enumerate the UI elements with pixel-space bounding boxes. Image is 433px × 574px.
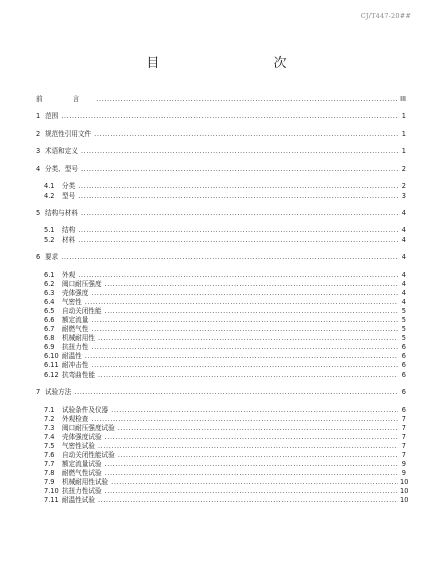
toc-leader-dots bbox=[78, 226, 398, 235]
toc-leader-dots bbox=[85, 298, 398, 307]
toc-leader-dots bbox=[91, 361, 398, 370]
toc-leader-dots bbox=[81, 209, 398, 218]
toc-entry-title: 术语和定义 bbox=[45, 147, 78, 156]
toc-entry-page: 9 bbox=[401, 469, 406, 478]
toc-leader-dots bbox=[78, 236, 398, 245]
toc-entry-title: 分类 bbox=[62, 182, 76, 191]
toc-entry-number: 6 bbox=[36, 253, 41, 262]
toc-entry-title: 分类、型号 bbox=[45, 164, 78, 173]
toc-entry-title: 材料 bbox=[62, 235, 76, 244]
toc-entry-page: 4 bbox=[401, 279, 406, 288]
toc-entry[interactable] bbox=[36, 496, 409, 505]
toc-entry-number: 6.7 bbox=[44, 325, 55, 334]
toc-leader-dots bbox=[85, 352, 398, 361]
toc-entry-page: 1 bbox=[401, 147, 406, 156]
toc-leader-dots bbox=[105, 460, 398, 469]
toc-entry[interactable] bbox=[36, 406, 406, 415]
toc-entry-title: 额定流量 bbox=[62, 316, 89, 325]
toc-entry[interactable] bbox=[36, 130, 406, 139]
toc-entry-number: 6.11 bbox=[44, 361, 59, 370]
toc-entry-page: 6 bbox=[401, 352, 406, 361]
toc-entry[interactable] bbox=[36, 442, 406, 451]
toc-entry-number: 2 bbox=[36, 129, 41, 138]
toc-entry[interactable] bbox=[36, 280, 406, 289]
toc-entry-page: 2 bbox=[401, 164, 406, 173]
toc-entry-page: 6 bbox=[401, 405, 406, 414]
toc-entry-number: 7.4 bbox=[44, 432, 55, 441]
toc-entry[interactable] bbox=[36, 289, 406, 298]
toc-entry-title: 阀口耐压强度 bbox=[62, 279, 102, 288]
toc-entry[interactable] bbox=[36, 271, 406, 280]
toc-entry-title: 气密性试验 bbox=[62, 441, 95, 450]
toc-entry-page: 4 bbox=[401, 209, 406, 217]
toc-entry-page: 4 bbox=[401, 270, 406, 279]
toc-entry-number: 6.1 bbox=[44, 270, 55, 279]
toc-entry-title: 耐燃气性试验 bbox=[62, 469, 102, 478]
toc-entry-title: 型号 bbox=[62, 191, 76, 200]
toc-entry-number: 5.2 bbox=[44, 235, 55, 244]
toc-entry-number: 6.9 bbox=[44, 343, 55, 352]
toc-entry-title: 前 言 bbox=[36, 95, 94, 103]
toc-entry[interactable] bbox=[36, 371, 406, 380]
toc-entry-page: 5 bbox=[401, 334, 406, 343]
toc-entry[interactable] bbox=[36, 209, 406, 218]
toc-entry-number: 6.10 bbox=[44, 352, 59, 361]
toc-leader-dots bbox=[78, 192, 398, 201]
toc-leader-dots bbox=[61, 112, 398, 121]
toc-entry-title: 壳体强度 bbox=[62, 288, 89, 297]
toc-entry-number: 7 bbox=[36, 388, 41, 397]
toc-entry-title: 阀口耐压强度试验 bbox=[62, 423, 115, 432]
toc-entry-page: 7 bbox=[401, 414, 406, 423]
toc-entry-number: 5 bbox=[36, 209, 41, 217]
toc-entry[interactable] bbox=[36, 112, 406, 121]
toc-entry-title: 抗扭力性 bbox=[62, 343, 89, 352]
toc-leader-dots bbox=[98, 334, 398, 343]
toc-entry-title: 机械耐用性试验 bbox=[62, 478, 109, 487]
toc-entry[interactable] bbox=[36, 325, 406, 334]
toc-leader-dots bbox=[98, 442, 398, 451]
toc-entry-page: III bbox=[400, 95, 406, 103]
toc-entry-title: 气密性 bbox=[62, 297, 82, 306]
toc-entry-number: 7.2 bbox=[44, 414, 55, 423]
toc-entry-page: 7 bbox=[401, 423, 406, 432]
toc-entry-number: 6.5 bbox=[44, 306, 55, 315]
toc-entry-page: 3 bbox=[401, 191, 406, 200]
toc-entry-page: 1 bbox=[401, 129, 406, 138]
toc-entry-title: 结构 bbox=[62, 226, 76, 235]
toc-entry-page: 4 bbox=[401, 297, 406, 306]
toc-entry-number: 5.1 bbox=[44, 226, 55, 235]
toc-entry[interactable] bbox=[36, 236, 406, 245]
toc-entry[interactable] bbox=[36, 460, 406, 469]
toc-entry-number: 6.4 bbox=[44, 297, 55, 306]
toc-leader-dots bbox=[105, 307, 398, 316]
toc-leader-dots bbox=[98, 496, 398, 505]
toc-entry-title: 要求 bbox=[45, 253, 59, 262]
toc-entry-page: 7 bbox=[401, 451, 406, 460]
toc-entry-title: 规范性引用文件 bbox=[45, 129, 92, 138]
toc-leader-dots bbox=[74, 388, 398, 397]
toc-entry[interactable] bbox=[36, 388, 406, 397]
toc-entry[interactable] bbox=[36, 451, 406, 460]
toc-entry-page: 10 bbox=[400, 487, 409, 496]
toc-entry-title: 范围 bbox=[45, 112, 59, 121]
toc-entry[interactable] bbox=[36, 165, 406, 174]
toc-entry[interactable] bbox=[36, 182, 406, 191]
toc-entry-page: 4 bbox=[401, 235, 406, 244]
toc-leader-dots bbox=[81, 147, 398, 156]
toc-leader-dots bbox=[91, 343, 398, 352]
toc-entry-number: 7.1 bbox=[44, 405, 55, 414]
toc-entry-page: 10 bbox=[400, 496, 409, 505]
toc-entry-title: 耐燃气性 bbox=[62, 325, 89, 334]
toc-entry-number: 3 bbox=[36, 147, 41, 156]
toc-leader-dots bbox=[105, 433, 398, 442]
table-of-contents bbox=[36, 95, 409, 506]
toc-leader-dots bbox=[98, 371, 398, 380]
toc-leader-dots bbox=[105, 469, 398, 478]
toc-entry-number: 7.11 bbox=[44, 496, 59, 505]
toc-entry-title: 耐温性 bbox=[62, 352, 82, 361]
toc-entry-number: 6.2 bbox=[44, 279, 55, 288]
toc-entry[interactable] bbox=[36, 424, 406, 433]
toc-entry[interactable] bbox=[36, 352, 406, 361]
toc-entry-page: 4 bbox=[401, 288, 406, 297]
toc-entry-page: 7 bbox=[401, 441, 406, 450]
toc-entry[interactable] bbox=[36, 192, 406, 201]
toc-entry-title: 自动关闭性能试验 bbox=[62, 451, 115, 460]
toc-entry-number: 4 bbox=[36, 164, 41, 173]
toc-entry[interactable] bbox=[36, 307, 406, 316]
toc-leader-dots bbox=[105, 487, 398, 496]
toc-entry-number: 7.10 bbox=[44, 487, 59, 496]
toc-leader-dots bbox=[94, 130, 398, 139]
toc-entry-number: 6.6 bbox=[44, 316, 55, 325]
toc-leader-dots bbox=[91, 316, 398, 325]
toc-entry-number: 7.8 bbox=[44, 469, 55, 478]
toc-entry-title: 耐温性试验 bbox=[62, 496, 95, 505]
toc-entry-number: 7.9 bbox=[44, 478, 55, 487]
toc-entry-page: 5 bbox=[401, 316, 406, 325]
toc-entry-title: 结构与材料 bbox=[45, 209, 78, 217]
toc-entry-page: 6 bbox=[401, 361, 406, 370]
toc-leader-dots bbox=[91, 325, 398, 334]
toc-entry[interactable] bbox=[36, 334, 406, 343]
toc-entry[interactable] bbox=[36, 361, 406, 370]
toc-entry[interactable] bbox=[36, 343, 406, 352]
toc-leader-dots bbox=[78, 271, 398, 280]
toc-entry-page: 6 bbox=[401, 388, 406, 397]
toc-leader-dots bbox=[111, 406, 398, 415]
toc-entry-number: 7.5 bbox=[44, 441, 55, 450]
toc-entry[interactable] bbox=[36, 469, 406, 478]
toc-entry-number: 7.3 bbox=[44, 423, 55, 432]
toc-entry-page: 9 bbox=[401, 460, 406, 469]
toc-entry-number: 6.12 bbox=[44, 370, 59, 379]
toc-leader-dots bbox=[61, 253, 398, 262]
toc-entry-page: 5 bbox=[401, 325, 406, 334]
toc-entry-title: 外观 bbox=[62, 270, 76, 279]
toc-leader-dots bbox=[118, 424, 398, 433]
toc-entry-page: 6 bbox=[401, 370, 406, 379]
toc-entry-number: 7.7 bbox=[44, 460, 55, 469]
toc-entry-title: 耐冲击性 bbox=[62, 361, 89, 370]
toc-entry[interactable] bbox=[36, 433, 406, 442]
toc-entry-number: 4.1 bbox=[44, 182, 55, 191]
toc-leader-dots bbox=[105, 280, 398, 289]
toc-entry-title: 试验方法 bbox=[45, 388, 72, 397]
toc-entry[interactable] bbox=[36, 316, 406, 325]
toc-entry-number: 4.2 bbox=[44, 191, 55, 200]
toc-entry-title: 机械耐用性 bbox=[62, 334, 95, 343]
toc-entry-page: 1 bbox=[401, 112, 406, 121]
toc-leader-dots bbox=[78, 182, 398, 191]
toc-entry[interactable] bbox=[36, 253, 406, 262]
page-title: 目 次 bbox=[146, 56, 342, 71]
toc-entry-title: 试验条件及仪器 bbox=[62, 405, 109, 414]
toc-entry-page: 4 bbox=[401, 253, 406, 262]
toc-entry-number: 6.3 bbox=[44, 288, 55, 297]
toc-entry-number: 1 bbox=[36, 112, 41, 121]
toc-entry-title: 抗弯曲性能 bbox=[62, 370, 95, 379]
toc-leader-dots bbox=[96, 95, 398, 104]
toc-entry-title: 自动关闭性能 bbox=[62, 306, 102, 315]
toc-entry-page: 7 bbox=[401, 432, 406, 441]
toc-leader-dots bbox=[81, 165, 398, 174]
toc-leader-dots bbox=[118, 451, 398, 460]
toc-entry-number: 6.8 bbox=[44, 334, 55, 343]
toc-entry-page: 4 bbox=[401, 226, 406, 235]
toc-leader-dots bbox=[111, 478, 398, 487]
toc-entry-title: 壳体强度试验 bbox=[62, 432, 102, 441]
toc-entry[interactable] bbox=[36, 147, 406, 156]
document-code: CJ/T447-20## bbox=[360, 12, 411, 20]
toc-entry-page: 10 bbox=[400, 478, 409, 487]
toc-entry[interactable] bbox=[36, 298, 406, 307]
toc-entry[interactable] bbox=[36, 226, 406, 235]
toc-entry-page: 5 bbox=[401, 306, 406, 315]
toc-entry-page: 6 bbox=[401, 343, 406, 352]
toc-entry-title: 抗扭力性试验 bbox=[62, 487, 102, 496]
toc-entry-number: 7.6 bbox=[44, 451, 55, 460]
toc-entry-page: 2 bbox=[401, 182, 406, 191]
toc-entry[interactable] bbox=[36, 415, 406, 424]
toc-entry-title: 外观检查 bbox=[62, 414, 89, 423]
toc-leader-dots bbox=[91, 289, 398, 298]
toc-entry[interactable] bbox=[36, 95, 406, 104]
toc-entry-title: 额定流量试验 bbox=[62, 460, 102, 469]
toc-leader-dots bbox=[91, 415, 398, 424]
